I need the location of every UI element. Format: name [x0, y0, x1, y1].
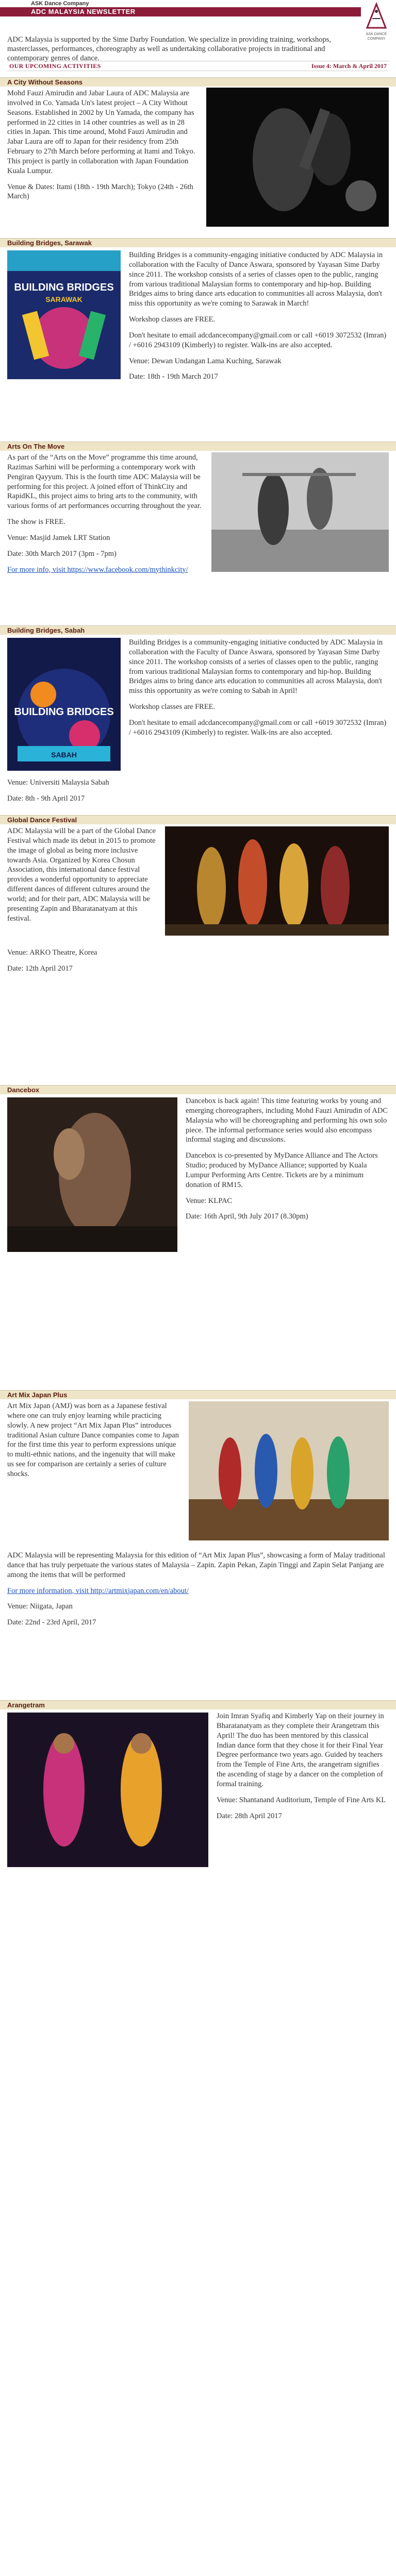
paragraph: Art Mix Japan (AMJ) was born as a Japanese festival where one can truly enjoy learning while practicing slowly. A new project “Art Mix Japan Plus” introduces traditional Asian culture Dance companies come to Japan for the first time this year to perform expressions unique to multi-ethnic nations, and the ingenuity that will make us see for comparison are certainly a series of culture shocks. [7, 1402, 179, 1478]
section-text [7, 778, 389, 810]
city-without-seasons-photo [206, 88, 389, 227]
newsletter-title: ADC MALAYSIA NEWSLETTER [31, 8, 136, 15]
section-text [7, 453, 203, 581]
paragraph: Dancebox is co-presented by MyDance Alliance and The Actors Studio; produced by MyDance Alliance; supported by Kuala Lumpur Performing Arts Centre. Tickets are by a minimum donation of RM15. [186, 1151, 378, 1189]
section-header [0, 442, 396, 451]
section-title: Global Dance Festival [7, 816, 77, 824]
title-bar [0, 7, 361, 16]
art-mix-japan-photo [189, 1401, 389, 1540]
section-header [0, 1700, 396, 1709]
building-bridges-sabah-poster [7, 638, 121, 771]
paragraph: Dancebox is back again! This time featuring works by young and emerging choreographers, including Mohd Fauzi Amirudin of ADC Malaysia who will be choreographing and performing his own solo piece. The informal performance series would also encompass informal staging and discussions. [186, 1097, 388, 1144]
section-text [7, 826, 157, 929]
paragraph: Date: 28th April 2017 [217, 1811, 282, 1820]
artmixjapan-link[interactable]: For more information, visit http://artmixjapan.com/en/about/ [7, 1586, 189, 1595]
section-title: A City Without Seasons [7, 78, 83, 86]
paragraph: Date: 16th April, 9th July 2017 (8.30pm) [186, 1212, 308, 1221]
paragraph: Venue & Dates: Itami (18th - 19th March); Tokyo (24th - 26th March) [7, 182, 193, 201]
section-text [7, 89, 198, 208]
arangetram-photo [7, 1713, 208, 1867]
paragraph: The show is FREE. [7, 518, 65, 527]
poster-subtitle: SABAH [51, 751, 77, 759]
section-text [7, 1551, 389, 1634]
adc-logo [361, 1, 392, 32]
paragraph: Building Bridges is a community-engaging initiative conducted by ADC Malaysia in collaboration with the Faculty of Dance Aswara, sponsored by Yayasan Sime Darby since 2011. The workshop consists of a series of classes open to the public, ranging from various traditional Malaysian forms to contemporary and hip-hop. Building Bridges aims to bring dance arts education to communities all across Malaysia, don't miss this opportunity as we're coming to Sabah in April! [129, 638, 383, 696]
section-title: Arangetram [7, 1701, 45, 1709]
section-text [7, 948, 389, 980]
poster-title: BUILDING BRIDGES [14, 282, 114, 293]
global-dance-festival-photo [165, 826, 389, 936]
section-title: Art Mix Japan Plus [7, 1391, 68, 1399]
section-title: Arts On The Move [7, 443, 65, 450]
section-header [0, 77, 396, 87]
paragraph: Don't hesitate to email adcdancecompany@gmail.com or call +6019 3072532 (Imran) / +6016 2943109 (Kimberly) to register. Walk-ins are also accepted. [129, 331, 387, 349]
section-header [0, 815, 396, 824]
paragraph: Venue: KLPAC [186, 1196, 233, 1205]
paragraph: Venue: Masjid Jamek LRT Station [7, 533, 110, 542]
paragraph: Mohd Fauzi Amirudin and Jabar Laura of ADC Malaysia are involved in Co. Yamada Un's latest project – A City Without Seasons. Established in 2002 by Un Yamada, the company has performed in 22 cities in 14 other countries as well as in 28 cities in Japan. This time around, Mohd Fauzi Amirudin and Jabar Laura are off to Japan for their residency from 25th February to 27th March before performing at Itami and Tokyo. This project is partly in collaboration with Japan Foundation Kuala Lumpur. [7, 89, 195, 175]
section-header [0, 625, 396, 635]
building-bridges-sarawak-poster [7, 250, 121, 379]
paragraph: Date: 8th - 9th April 2017 [7, 794, 85, 803]
poster-title: BUILDING BRIDGES [14, 706, 114, 718]
section-text [217, 1711, 389, 1827]
section-title: Building Bridges, Sarawak [7, 239, 92, 247]
section-text [129, 250, 389, 388]
section-text [7, 1401, 183, 1485]
dancebox-photo [7, 1097, 177, 1252]
arts-on-the-move-photo [211, 452, 389, 572]
paragraph: Workshop classes are FREE. [129, 315, 216, 324]
section-header [0, 238, 396, 247]
upcoming-row [7, 61, 389, 71]
issue-label: Issue 4: March & April 2017 [311, 62, 387, 70]
brand-strip [0, 0, 396, 6]
section-title: Building Bridges, Sabah [7, 626, 85, 634]
paragraph: Venue: ARKO Theatre, Korea [7, 948, 97, 957]
paragraph: ADC Malaysia will be a part of the Global Dance Festival which made its debut in 2015 to promote the image of global as being more inclusive towards Asia. Organized by Korea Chosun Association, this international dance festival provides a wonderful opportunity to appreciate different dances of different cultures around the world; and for their part, ADC Malaysia will be presenting Zapin and Bharatanatyam at this festival. [7, 827, 156, 923]
paragraph: Workshop classes are FREE. [129, 703, 216, 711]
paragraph: Join Imran Syafiq and Kimberly Yap on their journey in Bharatanatyam as they complete their Arangetram this April! The duo has been mentored by this classical Indian dance form that they chose it for their Final Year Degree performance two years ago. Guided by teachers from the Temple of Fine Arts, the arangetram signifies the ascending of stage by a dancer on the completion of formal training. [217, 1712, 384, 1788]
section-title: Dancebox [7, 1086, 40, 1094]
paragraph: Venue: Niigata, Japan [7, 1602, 73, 1611]
intro-text: ADC Malaysia is supported by the Sime Darby Foundation. We specialize in providing training, workshops, masterclasses, performances, choreography as well as undertaking collaborative projects in traditional and contemporary genres of dance. [7, 36, 332, 63]
paragraph: Date: 22nd - 23rd April, 2017 [7, 1618, 96, 1627]
poster-subtitle: SARAWAK [45, 295, 82, 303]
paragraph: Don't hesitate to email adcdancecompany@gmail.com or call +6019 3072532 (Imran) / +6016 2943109 (Kimberly) to register. Walk-ins are also accepted. [129, 718, 387, 737]
paragraph: Venue: Dewan Undangan Lama Kuching, Sarawak [129, 357, 282, 365]
section-header [0, 1085, 396, 1094]
paragraph: Date: 30th March 2017 (3pm - 7pm) [7, 549, 117, 558]
upcoming-label: OUR UPCOMING ACTIVITIES [9, 62, 101, 70]
paragraph: Venue: Shantanand Auditorium, Temple of Fine Arts KL [217, 1795, 386, 1804]
paragraph: ADC Malaysia will be representing Malaysia for this edition of “Art Mix Japan Plus”, showcasing a form of Malay traditional dance that has truly perpetuate the various states of Malaysia – Zapin. Zapin Pekan, Zapin Tinggi and Zapin Selat Panjang are among the items that will be performed [7, 1551, 385, 1579]
paragraph: Date: 18th - 19th March 2017 [129, 372, 218, 381]
paragraph: Venue: Universiti Malaysia Sabah [7, 778, 109, 787]
logo-caption: ASK DANCE COMPANY [366, 32, 387, 41]
company-name: ASK Dance Company [31, 1, 89, 7]
section-text [186, 1096, 389, 1228]
section-header [0, 1390, 396, 1399]
paragraph: As part of the “Arts on the Move” programme this time around, Razimas Sarhini will be performing a contemporary work with Pengiran Qayyum. This is the fourth time ADC Malaysia will be performing for this project. A joined effort of ThinkCity and RapidKL, this project aims to bring arts to the community, with various forms of art performances occurring throughout the year. [7, 453, 202, 511]
facebook-link[interactable]: For more info, visit https://www.facebook.com/mythinkcity/ [7, 565, 188, 574]
paragraph: Date: 12th April 2017 [7, 964, 73, 973]
section-text [129, 638, 389, 744]
paragraph: Building Bridges is a community-engaging initiative conducted by ADC Malaysia in collaboration with the Faculty of Dance Aswara, sponsored by Yayasan Sime Darby since 2011. The workshop consists of a series of classes open to the public, ranging from various traditional Malaysian forms to contemporary and hip-hop. Building Bridges aims to bring dance arts education to communities all across Malaysia, don't miss this opportunity as we're coming to Sarawak in March! [129, 251, 383, 308]
